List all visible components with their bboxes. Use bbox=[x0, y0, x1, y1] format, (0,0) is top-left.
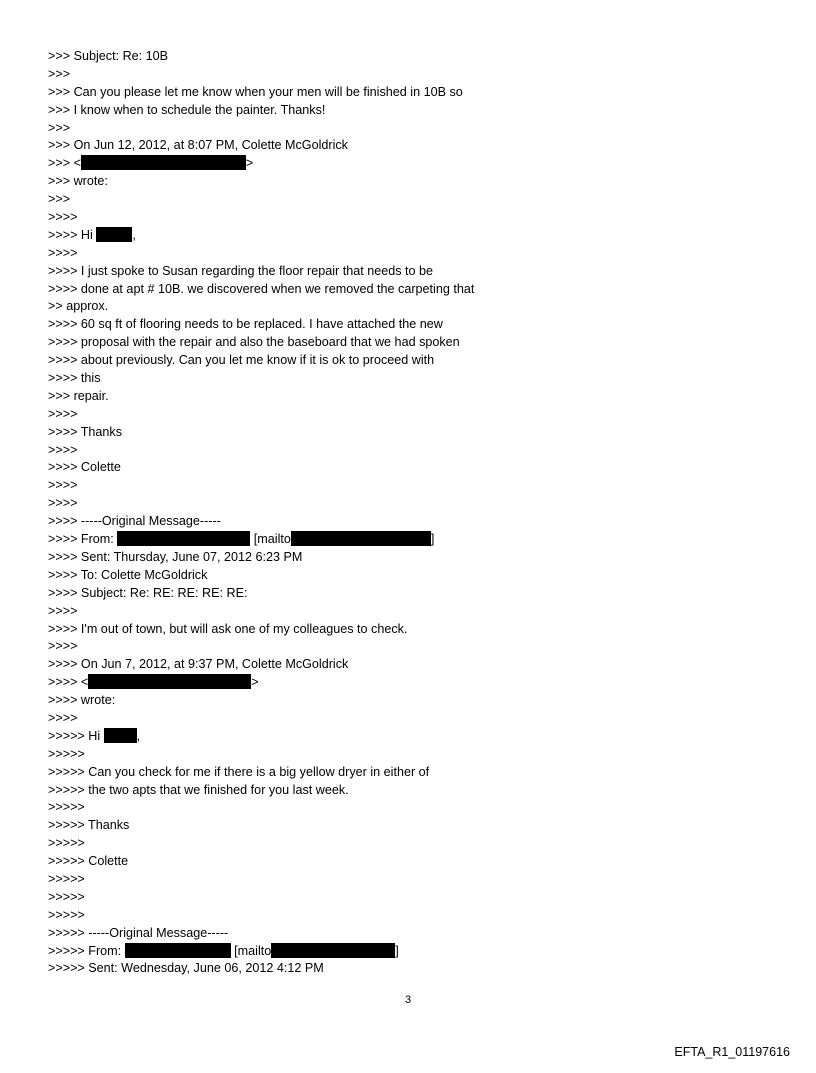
text-line: >>>>> Thanks bbox=[48, 818, 130, 833]
text-line: >>>>> the two apts that we finished for you last week. bbox=[48, 782, 349, 797]
email-thread-body bbox=[48, 48, 768, 978]
text-line: >>>> bbox=[48, 496, 78, 511]
text-segment: , bbox=[132, 227, 136, 242]
text-line: >>>>> Colette bbox=[48, 854, 129, 869]
redaction-bar bbox=[125, 943, 231, 958]
text-line: >>>> bbox=[48, 478, 78, 493]
text-line: >>> Can you please let me know when your men will be finished in 10B so bbox=[48, 84, 463, 99]
document-id: EFTA_R1_01197616 bbox=[674, 1045, 790, 1059]
text-line: >>>>> bbox=[48, 889, 85, 904]
redaction-bar bbox=[88, 674, 251, 689]
text-line bbox=[48, 227, 768, 245]
text-line: >>>> wrote: bbox=[48, 693, 116, 708]
text-line: >>>> bbox=[48, 442, 78, 457]
text-line: >>>> Thanks bbox=[48, 424, 122, 439]
redaction-bar bbox=[271, 943, 395, 958]
text-line: >>>> I just spoke to Susan regarding the floor repair that needs to be bbox=[48, 263, 434, 278]
text-line: >>>> done at apt # 10B. we discovered when we removed the carpeting that bbox=[48, 281, 475, 296]
text-line: >>>> 60 sq ft of flooring needs to be replaced. I have attached the new bbox=[48, 317, 443, 332]
text-segment: > bbox=[245, 156, 254, 171]
text-line: >>>> this bbox=[48, 371, 101, 386]
text-line: >>>>> bbox=[48, 871, 85, 886]
text-line: >>> repair. bbox=[48, 388, 109, 403]
text-line: >>>> Subject: Re: RE: RE: RE: RE: bbox=[48, 585, 248, 600]
text-line: >>>>> bbox=[48, 800, 85, 815]
text-segment: > bbox=[251, 675, 259, 690]
text-line: >> approx. bbox=[48, 299, 109, 314]
text-line: >>>>> Can you check for me if there is a big yellow dryer in either of bbox=[48, 764, 430, 779]
redaction-bar bbox=[117, 531, 250, 546]
redaction-bar bbox=[81, 155, 246, 170]
text-line: >>>>> -----Original Message----- bbox=[48, 925, 229, 940]
text-line: >>> I know when to schedule the painter. Thanks! bbox=[48, 102, 326, 117]
text-line: >>>> bbox=[48, 406, 78, 421]
text-line: >>>> bbox=[48, 603, 78, 618]
text-line: >>> Subject: Re: 10B bbox=[48, 49, 169, 63]
text-line: >>> bbox=[48, 120, 71, 135]
text-line: >>>> proposal with the repair and also the baseboard that we had spoken bbox=[48, 335, 460, 350]
text-line: >>> On Jun 12, 2012, at 8:07 PM, Colette McGoldrick bbox=[48, 138, 348, 153]
redaction-bar bbox=[291, 531, 431, 546]
text-line: >>>> about previously. Can you let me know if it is ok to proceed with bbox=[48, 353, 435, 368]
text-segment: >>>>> Hi bbox=[48, 728, 104, 743]
text-line: >>> bbox=[48, 66, 71, 81]
text-segment: >>>> < bbox=[48, 675, 89, 690]
text-segment: , bbox=[136, 728, 141, 743]
redaction-bar bbox=[104, 728, 137, 743]
text-line: >>>> bbox=[48, 639, 78, 654]
text-line: >>>>> bbox=[48, 836, 85, 851]
text-line: >>>> bbox=[48, 710, 78, 725]
text-line bbox=[48, 674, 768, 692]
text-line: >>>> On Jun 7, 2012, at 9:37 PM, Colette McGoldrick bbox=[48, 657, 349, 672]
text-line bbox=[48, 728, 768, 746]
text-line bbox=[48, 943, 768, 961]
text-line bbox=[48, 155, 768, 173]
text-line: >>>>> bbox=[48, 907, 85, 922]
text-segment: >>> < bbox=[48, 156, 81, 171]
text-line: >>>>> bbox=[48, 746, 85, 761]
text-segment: [mailto bbox=[230, 943, 272, 958]
text-line: >>> bbox=[48, 192, 71, 207]
text-line: >>> wrote: bbox=[48, 174, 108, 189]
text-segment: [mailto bbox=[250, 532, 291, 547]
text-line: >>>> -----Original Message----- bbox=[48, 514, 221, 529]
text-segment: ] bbox=[395, 943, 399, 958]
text-segment: >>>> Hi bbox=[48, 227, 97, 242]
text-line bbox=[48, 531, 768, 549]
text-line: >>>> To: Colette McGoldrick bbox=[48, 567, 208, 582]
text-line: >>>> bbox=[48, 245, 78, 260]
text-segment: >>>>> From: bbox=[48, 943, 125, 958]
redaction-bar bbox=[96, 227, 132, 242]
page-number: 3 bbox=[404, 994, 412, 1006]
text-line: >>>> I'm out of town, but will ask one of my colleagues to check. bbox=[48, 621, 408, 636]
text-line: >>>> bbox=[48, 210, 78, 225]
text-line: >>>> Colette bbox=[48, 460, 121, 475]
text-segment: >>>> From: bbox=[48, 532, 118, 547]
text-line: >>>>> Sent: Wednesday, June 06, 2012 4:12 PM bbox=[48, 961, 324, 976]
text-line: >>>> Sent: Thursday, June 07, 2012 6:23 PM bbox=[48, 549, 303, 564]
text-segment: ] bbox=[430, 532, 435, 547]
